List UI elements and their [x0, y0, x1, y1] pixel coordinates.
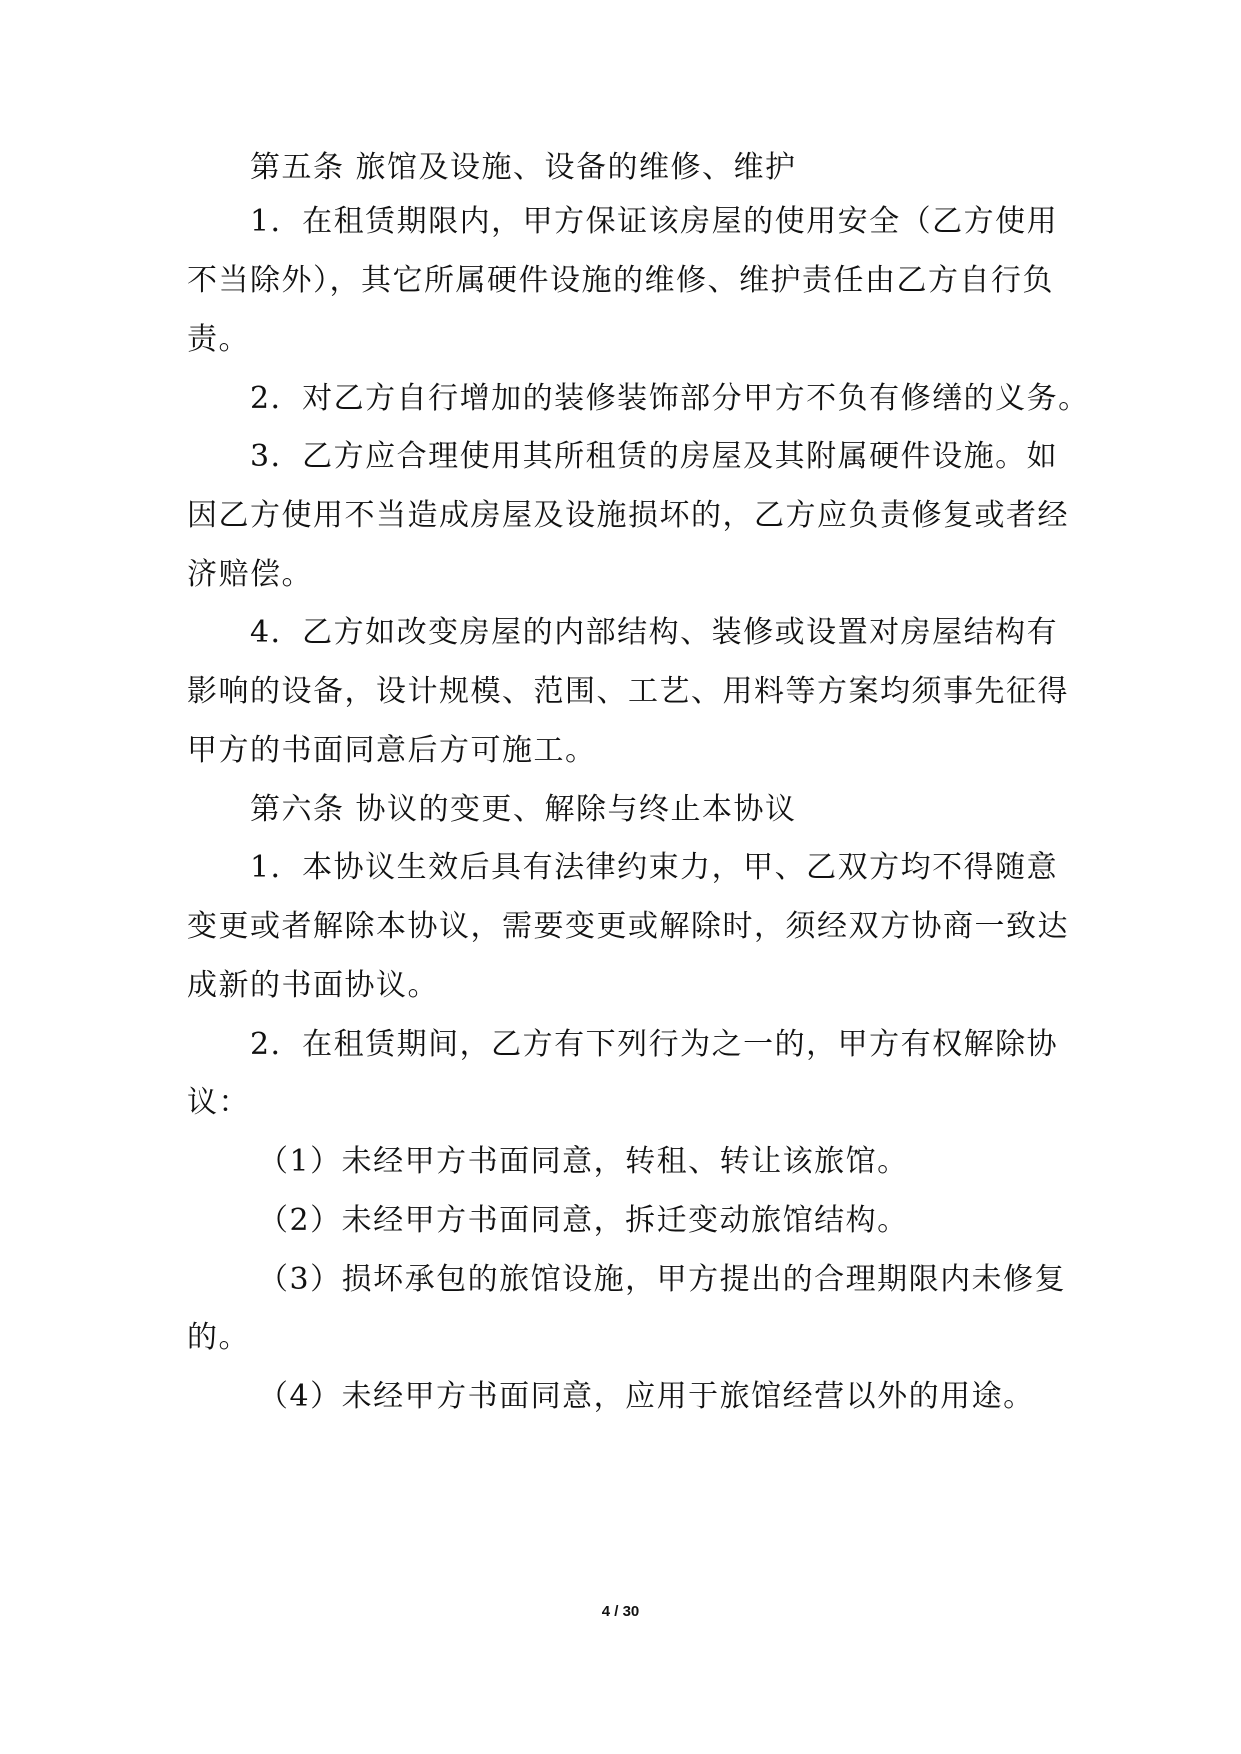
paragraph-line: 责。	[187, 322, 250, 357]
paragraph-line: 1．本协议生效后具有法律约束力，甲、乙双方均不得随意	[250, 850, 1059, 885]
paragraph-line: 1．在租赁期限内，甲方保证该房屋的使用安全（乙方使用	[250, 204, 1059, 239]
paragraph-line: 影响的设备，设计规模、范围、工艺、用料等方案均须事先征得	[187, 674, 1069, 709]
list-item: （4）未经甲方书面同意，应用于旅馆经营以外的用途。	[258, 1379, 1035, 1414]
list-item: （3）损坏承包的旅馆设施，甲方提出的合理期限内未修复	[258, 1262, 1067, 1297]
section-6-heading: 第六条 协议的变更、解除与终止本协议	[250, 792, 797, 827]
paragraph-line: 不当除外），其它所属硬件设施的维修、维护责任由乙方自行负	[187, 263, 1054, 298]
paragraph-line: 因乙方使用不当造成房屋及设施损坏的，乙方应负责修复或者经	[187, 498, 1069, 533]
paragraph-line: 的。	[187, 1320, 250, 1355]
paragraph-line: 甲方的书面同意后方可施工。	[187, 733, 597, 768]
paragraph-line: 4．乙方如改变房屋的内部结构、装修或设置对房屋结构有	[250, 615, 1059, 650]
paragraph-line: 成新的书面协议。	[187, 968, 439, 1003]
paragraph-line: 2．在租赁期间，乙方有下列行为之一的，甲方有权解除协	[250, 1027, 1059, 1062]
paragraph-line: 2．对乙方自行增加的装修装饰部分甲方不负有修缮的义务。	[250, 381, 1090, 416]
paragraph-line: 济赔偿。	[187, 557, 313, 592]
page-number: 4 / 30	[601, 1603, 640, 1620]
paragraph-line: 变更或者解除本协议，需要变更或解除时，须经双方协商一致达	[187, 909, 1069, 944]
list-item: （1）未经甲方书面同意，转租、转让该旅馆。	[258, 1144, 909, 1179]
section-5-heading: 第五条 旅馆及设施、设备的维修、维护	[250, 150, 797, 185]
list-item: （2）未经甲方书面同意，拆迁变动旅馆结构。	[258, 1203, 909, 1238]
paragraph-line: 3．乙方应合理使用其所租赁的房屋及其附属硬件设施。如	[250, 439, 1059, 474]
paragraph-line: 议：	[187, 1085, 250, 1120]
